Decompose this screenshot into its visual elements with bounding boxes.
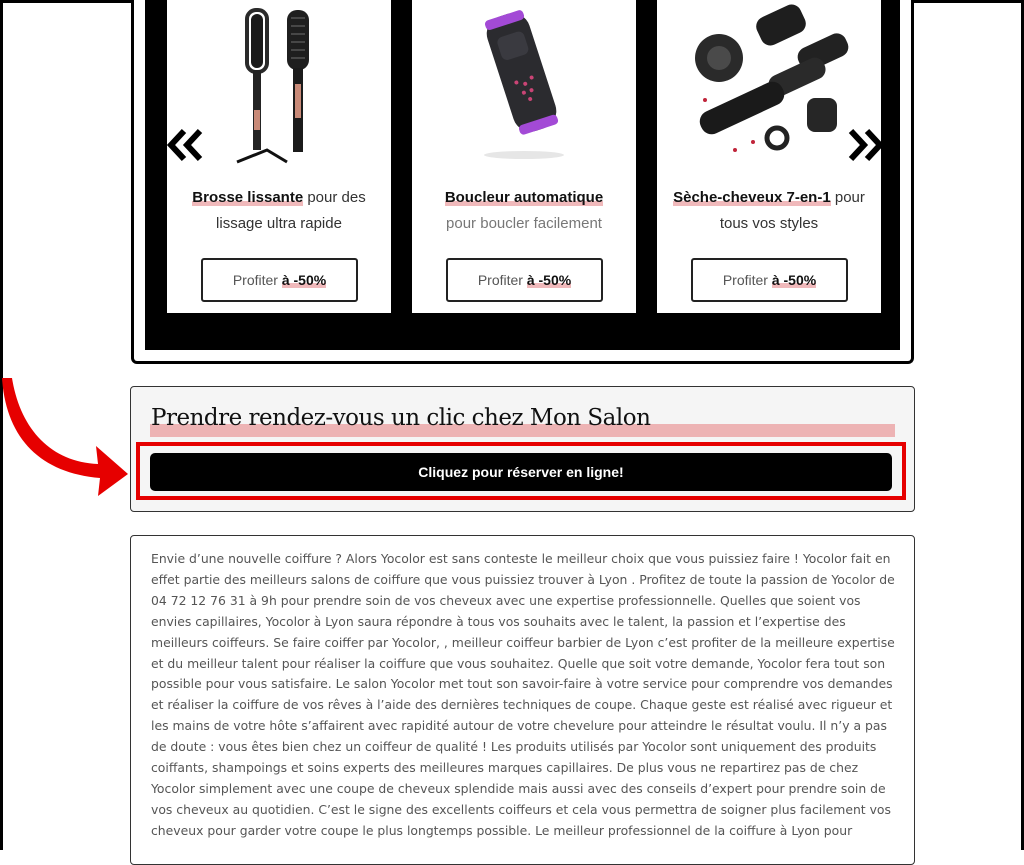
product-subtitle: pour des lissage ultra rapide: [216, 189, 366, 232]
button-label: Profiter: [232, 272, 282, 288]
discount-label: à -50%: [771, 272, 817, 288]
product-card-boucleur: [412, 0, 636, 313]
product-title: [173, 185, 385, 237]
product-name: Sèche-cheveux 7-en-1: [673, 189, 831, 206]
discount-label: à -50%: [281, 272, 327, 288]
description-text: Envie d’une nouvelle coiffure ? Alors Yocolor est sans conteste le meilleur choix que vous puissiez faire ! Yocolor fait en effet partie des meilleurs salons de coiffure que vous puissiez trouver à Lyon . Profitez de toute la passion de Yocolor de 04 72 12 76 31 à 9h pour prendre soin de vos cheveux avec une expertise professionnelle. Quelles que soient vos envies capillaires, Yocolor à Lyon saura répondre à tous vos souhaits avec le talent, la passion et l’expertise des meilleurs coiffeurs. Se faire coiffer par Yocolor, , meilleur coiffeur barbier de Lyon c’est profiter de la meilleure expertise et du meilleur talent pour réaliser la coiffure que vous souhaitez. Quelle que soit votre demande, Yocolor fera tout son possible pour vous satisfaire. Le salon Yocolor met tout son savoir-faire à votre service pour comprendre vos demandes et réaliser la coiffure de vos rêves à l’aide des dernières techniques de coupe. Chaque geste est réalisé avec rigueur et les mains de votre hôte s’affairent avec rapidité autour de votre chevelure pour atteindre le résultat voulu. Il n’y a pas de doute : vous êtes bien chez un coiffeur de qualité ! Les produits utilisés par Yocolor sont uniquement des produits coiffants, shampoings et soins experts des meilleures marques capillaires. De plus vous ne repartirez pas de chez Yocolor simplement avec une coupe de cheveux splendide mais aussi avec des conseils d’expert pour prendre soin de vos cheveux au quotidien. C’est le signe des excellents coiffeurs et cela vous permettra de soigner plus facilement vos cheveux pour garder votre coupe le plus longtemps possible. Le meilleur professionnel de la coiffure à Lyon pour: [151, 551, 895, 838]
salon-description: [130, 535, 915, 865]
product-carousel: [131, 0, 914, 364]
booking-section: [130, 386, 915, 512]
profiter-button[interactable]: [201, 258, 358, 302]
booking-title: Prendre rendez-vous un clic chez Mon Salon: [151, 405, 651, 431]
annotation-highlight-box: [136, 442, 906, 500]
product-title: [663, 185, 875, 237]
double-chevron-left-icon[interactable]: [166, 127, 206, 163]
product-name: Boucleur automatique: [444, 189, 604, 206]
book-online-button[interactable]: Cliquez pour réserver en ligne!: [150, 453, 892, 491]
product-subtitle: pour boucler facilement: [446, 215, 602, 232]
product-title: [418, 185, 630, 237]
button-label: Profiter: [477, 272, 527, 288]
carousel-track: [145, 0, 900, 350]
product-subtitle: pour tous vos styles: [719, 189, 865, 232]
product-name: Brosse lissante: [192, 189, 304, 206]
profiter-button[interactable]: [446, 258, 603, 302]
curved-red-arrow-icon: [0, 378, 130, 508]
profiter-button[interactable]: [691, 258, 848, 302]
discount-label: à -50%: [526, 272, 572, 288]
double-chevron-right-icon[interactable]: [845, 127, 885, 163]
button-label: Profiter: [722, 272, 772, 288]
automatic-curler-icon: [412, 0, 636, 170]
